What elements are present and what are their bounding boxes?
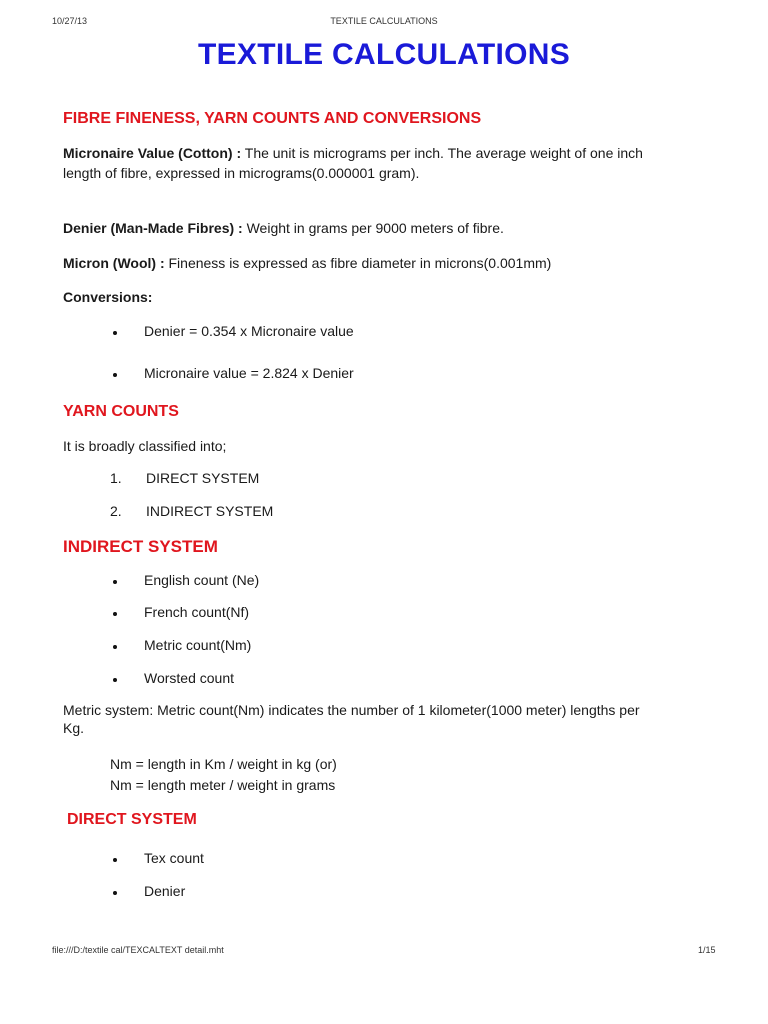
section-heading-indirect-system: INDIRECT SYSTEM — [63, 537, 218, 556]
footer-file-path: file:///D:/textile cal/TEXCALTEXT detail.mht — [52, 945, 224, 955]
system-item: DIRECT SYSTEM — [146, 470, 260, 486]
direct-item: Denier — [144, 883, 186, 899]
section-heading-direct-system: DIRECT SYSTEM — [67, 811, 197, 828]
denier-text: Weight in grams per 9000 meters of fibre. — [242, 220, 504, 236]
denier-paragraph — [63, 219, 504, 238]
bullet-dot — [113, 580, 117, 584]
metric-description-line1: Metric system: Metric count(Nm) indicates the number of 1 kilometer(1000 meter) lengths per — [63, 702, 640, 718]
list-number: 1. — [110, 470, 122, 486]
section-heading-yarn-counts: YARN COUNTS — [63, 403, 179, 420]
micronaire-text-line2: length of fibre, expressed in micrograms(0.000001 gram). — [63, 165, 420, 181]
micron-text: Fineness is expressed as fibre diameter in microns(0.001mm) — [164, 255, 552, 271]
micron-term: Micron (Wool) : — [63, 255, 165, 271]
bullet-dot — [113, 678, 117, 682]
metric-description-line2: Kg. — [63, 720, 85, 736]
micronaire-term: Micronaire Value (Cotton) : — [63, 145, 242, 161]
bullet-dot — [113, 858, 117, 862]
indirect-item: English count (Ne) — [144, 572, 260, 588]
bullet-dot — [113, 331, 117, 335]
conversion-item: Denier = 0.354 x Micronaire value — [144, 323, 354, 339]
micronaire-paragraph — [63, 144, 643, 163]
formula-line: Nm = length in Km / weight in kg (or) — [110, 756, 337, 772]
micron-paragraph — [63, 254, 551, 273]
print-date: 10/27/13 — [52, 16, 88, 26]
denier-term: Denier (Man-Made Fibres) : — [63, 220, 243, 236]
section-heading-fibre-fineness: FIBRE FINENESS, YARN COUNTS AND CONVERSIONS — [63, 110, 482, 127]
bullet-dot — [113, 373, 117, 377]
bullet-dot — [113, 891, 117, 895]
indirect-item: Worsted count — [144, 670, 235, 686]
indirect-item: Metric count(Nm) — [144, 637, 252, 653]
bullet-dot — [113, 612, 117, 616]
direct-item: Tex count — [144, 850, 204, 866]
system-item: INDIRECT SYSTEM — [146, 503, 274, 519]
document-title: TEXTILE CALCULATIONS — [197, 38, 571, 71]
conversion-item: Micronaire value = 2.824 x Denier — [144, 365, 354, 381]
indirect-item: French count(Nf) — [144, 604, 250, 620]
conversions-label: Conversions: — [63, 289, 153, 305]
classified-text: It is broadly classified into; — [63, 438, 227, 454]
micronaire-text: The unit is micrograms per inch. The average weight of one inch — [241, 145, 643, 161]
print-header-title: TEXTILE CALCULATIONS — [330, 16, 438, 26]
bullet-dot — [113, 645, 117, 649]
list-number: 2. — [110, 503, 122, 519]
formula-line: Nm = length meter / weight in grams — [110, 777, 336, 793]
footer-page-number: 1/15 — [698, 945, 716, 955]
